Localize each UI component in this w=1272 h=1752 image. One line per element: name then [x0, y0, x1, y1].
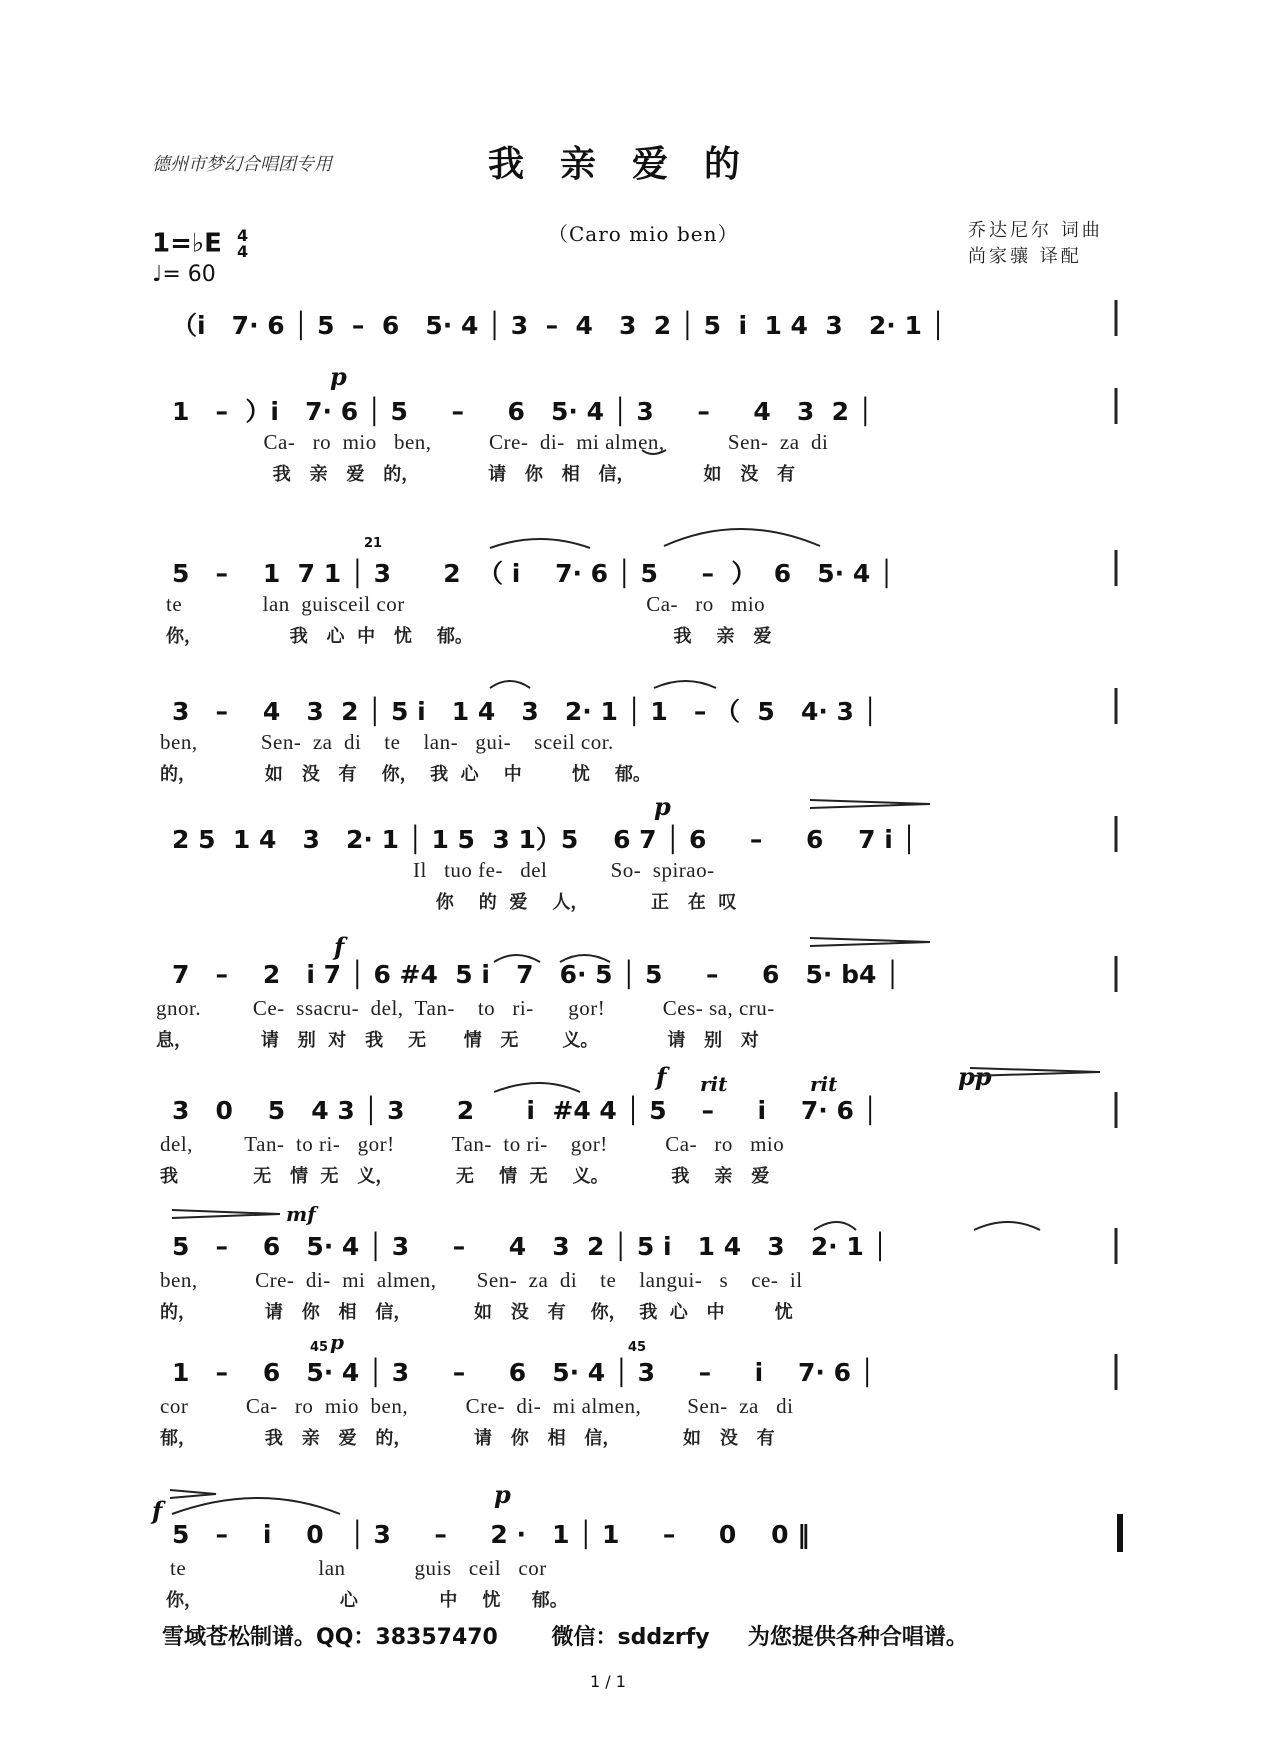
- notation-row: 1 – 6 5· 4 │ 3 – 6 5· 4 │ 3 – i 7· 6 │: [172, 1358, 875, 1387]
- lyrics-italian: Ca- ro mio ben, Cre- di- mi almen, Sen- za di: [160, 430, 829, 454]
- ritardando-mark: rit: [810, 1072, 838, 1096]
- notation-row: （i 7· 6 │ 5 – 6 5· 4 │ 3 – 4 3 2 │ 5 i 1 4 3 2· 1 │: [172, 311, 946, 340]
- lyrics-italian: del, Tan- to ri- gor! Tan- to ri- gor! Ca- ro mio: [160, 1132, 785, 1156]
- lyrics-chinese: 你 的 爱 人， 正 在 叹: [160, 892, 737, 913]
- time-top: 4: [236, 226, 249, 245]
- dynamic-mark: p: [330, 362, 347, 391]
- lyrics-italian: ben, Sen- za di te lan- gui- sceil cor.: [160, 730, 614, 754]
- dynamic-mark: f: [334, 932, 345, 961]
- lyrics-chinese: 息， 请 别 对 我 无 情 无 义。 请 别 对: [156, 1030, 759, 1051]
- page-number: 1 / 1: [590, 1672, 626, 1691]
- dynamic-mark: p: [494, 1480, 511, 1509]
- lyrics-italian: te lan guisceil cor Ca- ro mio: [166, 592, 766, 616]
- lyrics-italian: te lan guis ceil cor: [170, 1556, 547, 1580]
- time-bottom: 4: [236, 242, 249, 261]
- dynamic-mark: p: [654, 792, 671, 821]
- lyricist-composer-credit: 乔达尼尔 词曲: [968, 220, 1103, 241]
- dynamic-mark: f: [656, 1062, 667, 1091]
- notation-row: 2 5 1 4 3 2· 1 │ 1 5 3 1）5 6 7 │ 6 – 6 7 i │: [172, 825, 917, 854]
- dynamic-mark: pp: [958, 1062, 992, 1091]
- lyrics-italian: gnor. Ce- ssacru- del, Tan- to ri- gor! Ces- sa, cru-: [156, 996, 775, 1020]
- notation-row: 5 – 1 7 1 │ 3 2 （ i 7· 6 │ 5 – ） 6 5· 4 │: [172, 559, 895, 588]
- lyrics-italian: Il tuo fe- del So- spirao-: [160, 858, 715, 882]
- notation-row: 5 – 6 5· 4 │ 3 – 4 3 2 │ 5 i 1 4 3 2· 1 │: [172, 1232, 888, 1261]
- lyrics-italian: cor Ca- ro mio ben, Cre- di- mi almen, Sen- za di: [160, 1394, 794, 1418]
- grace-note: 45: [628, 1340, 647, 1355]
- dynamic-mark: mf: [286, 1202, 316, 1226]
- translator-credit: 尚家骧 译配: [968, 246, 1082, 267]
- dynamic-mark: p: [330, 1330, 344, 1354]
- grace-note: 45: [310, 1340, 329, 1355]
- lyrics-chinese: 我 亲 爱 的， 请 你 相 信， 如 没 有: [160, 464, 796, 485]
- notation-row: 3 – 4 3 2 │ 5 i 1 4 3 2· 1 │ 1 – （ 5 4· 3 │: [172, 697, 878, 726]
- lyrics-chinese: 郁， 我 亲 爱 的， 请 你 相 信， 如 没 有: [160, 1428, 775, 1449]
- notation-row: 5 – i 0 │ 3 – 2 · 1 │ 1 – 0 0 ‖: [172, 1520, 810, 1549]
- lyrics-chinese: 的， 如 没 有 你， 我 心 中 忧 郁。: [160, 764, 651, 785]
- song-title: 我亲爱的: [488, 143, 777, 185]
- dynamic-mark: f: [152, 1496, 163, 1525]
- tempo-mark: ♩= 60: [152, 262, 216, 287]
- notation-row: 7 – 2 i 7 │ 6 #4 5 i 7 6· 5 │ 5 – 6 5· b4 │: [172, 960, 901, 989]
- choir-name: 德州市梦幻合唱团专用: [152, 154, 332, 175]
- lyrics-italian: ben, Cre- di- mi almen, Sen- za di te langui- s ce- il: [160, 1268, 803, 1292]
- lyrics-chinese: 的， 请 你 相 信， 如 没 有 你， 我 心 中 忧: [160, 1302, 793, 1323]
- notation-row: 1 – ）i 7· 6 │ 5 – 6 5· 4 │ 3 – 4 3 2 │: [172, 397, 873, 426]
- lyrics-chinese: 你， 我 心 中 忧 郁。 我 亲 爱: [166, 626, 772, 647]
- lyrics-chinese: 我 无 情 无 义， 无 情 无 义。 我 亲 爱: [160, 1166, 770, 1187]
- ritardando-mark: rit: [700, 1072, 728, 1096]
- song-subtitle: （Caro mio ben）: [548, 222, 739, 246]
- grace-note: 21: [364, 536, 383, 551]
- key-label: 1=♭E: [152, 228, 222, 259]
- lyrics-chinese: 你， 心 中 忧 郁。: [166, 1590, 568, 1611]
- notation-row: 3 0 5 4 3 │ 3 2 i #4 4 │ 5 – i 7· 6 │: [172, 1096, 878, 1125]
- footer-credits: 雪域苍松制谱。QQ：38357470 微信：sddzrfy 为您提供各种合唱谱。: [162, 1625, 968, 1650]
